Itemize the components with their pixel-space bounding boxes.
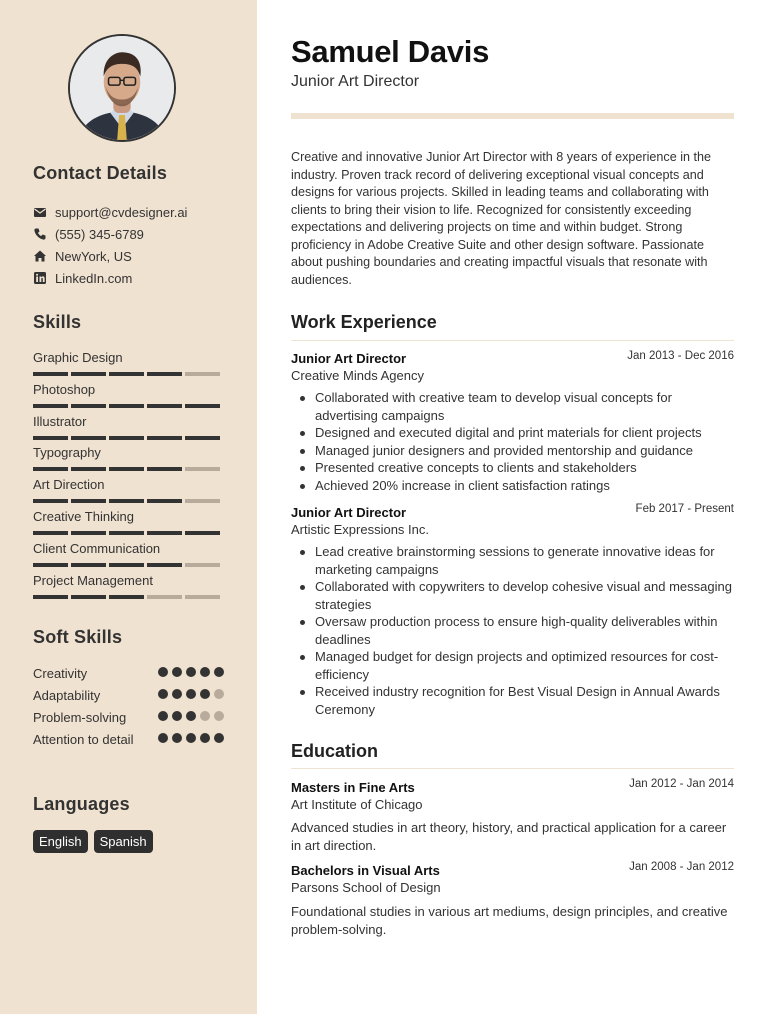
skill-level-bar: [33, 404, 223, 408]
work-entry-1-date: Jan 2013 - Dec 2016: [627, 350, 734, 362]
work-entry-2-date: Feb 2017 - Present: [635, 503, 734, 515]
phone-icon: [33, 227, 47, 241]
avatar: [68, 34, 176, 142]
work-heading: Work Experience: [291, 312, 437, 332]
skill-item: [33, 382, 223, 408]
soft-skill-rating: [158, 667, 224, 677]
skill-level-segment: [71, 595, 106, 599]
contact-linkedin[interactable]: [33, 269, 132, 287]
skill-level-segment: [185, 563, 220, 567]
person-name: Samuel Davis: [291, 34, 490, 69]
skill-level-segment: [33, 531, 68, 535]
skill-level-segment: [71, 436, 106, 440]
languages-list: [33, 830, 153, 853]
skill-label: Creative Thinking: [33, 509, 134, 524]
skill-level-segment: [147, 372, 182, 376]
work-entry-1-org: Creative Minds Agency: [291, 368, 424, 383]
rating-dot: [200, 689, 210, 699]
work-divider: [291, 340, 734, 341]
rating-dot: [200, 711, 210, 721]
rating-dot: [172, 689, 182, 699]
contact-linkedin-text: LinkedIn.com: [55, 270, 133, 286]
rating-dot: [214, 711, 224, 721]
skill-level-segment: [185, 467, 220, 471]
work-entry-1-title: Junior Art Director: [291, 351, 407, 366]
skill-level-segment: [33, 467, 68, 471]
rating-dot: [214, 689, 224, 699]
list-item: Collaborated with creative team to develop visual concepts for advertising campaigns: [315, 389, 737, 424]
rating-dot: [186, 689, 196, 699]
skill-level-segment: [33, 404, 68, 408]
skill-level-segment: [185, 404, 220, 408]
rating-dot: [158, 733, 168, 743]
soft-skill-item: [33, 731, 223, 748]
list-item: Managed junior designers and provided mentorship and guidance: [315, 442, 737, 460]
linkedin-icon: [33, 271, 47, 285]
skill-label: Project Management: [33, 573, 153, 588]
skill-level-segment: [109, 372, 144, 376]
skill-level-bar: [33, 531, 223, 535]
skill-level-bar: [33, 499, 223, 503]
education-entry-1-desc: Advanced studies in art theory, history, and practical application for a career in art direction.: [291, 820, 727, 853]
soft-skill-label: Attention to detail: [33, 732, 134, 747]
soft-skill-label: Problem-solving: [33, 710, 127, 725]
skill-level-segment: [71, 404, 106, 408]
skills-heading: Skills: [33, 312, 82, 332]
skill-item: [33, 477, 223, 503]
contact-phone-text: (555) 345-6789: [55, 226, 144, 242]
list-item: Presented creative concepts to clients and stakeholders: [315, 459, 737, 477]
list-item: Lead creative brainstorming sessions to generate innovative ideas for marketing campaigns: [315, 543, 737, 578]
envelope-icon: [33, 205, 47, 219]
skill-level-segment: [33, 436, 68, 440]
skill-item: [33, 350, 223, 376]
rating-dot: [186, 711, 196, 721]
soft-skills-heading: Soft Skills: [33, 627, 123, 647]
skill-level-segment: [109, 595, 144, 599]
skill-item: [33, 541, 223, 567]
work-entry-2-org: Artistic Expressions Inc.: [291, 522, 429, 537]
rating-dot: [172, 733, 182, 743]
education-entry-2-date: Jan 2008 - Jan 2012: [629, 861, 734, 873]
contact-location-text: NewYork, US: [55, 248, 132, 264]
skill-level-segment: [71, 372, 106, 376]
skill-label: Art Direction: [33, 477, 105, 492]
skill-label: Photoshop: [33, 382, 96, 397]
soft-skill-item: [33, 709, 223, 726]
language-chip: English: [33, 830, 88, 853]
rating-dot: [158, 667, 168, 677]
skill-level-bar: [33, 563, 223, 567]
soft-skill-rating: [158, 711, 224, 721]
main-content: [257, 0, 768, 1014]
rating-dot: [158, 711, 168, 721]
rating-dot: [200, 733, 210, 743]
education-entry-2-desc: Foundational studies in various art mediums, design principles, and creative problem-solving.: [291, 904, 728, 937]
list-item: Achieved 20% increase in client satisfaction ratings: [315, 477, 737, 495]
soft-skill-label: Creativity: [33, 666, 88, 681]
job-title: Junior Art Director: [291, 73, 420, 90]
skill-label: Illustrator: [33, 414, 87, 429]
rating-dot: [172, 711, 182, 721]
skill-level-segment: [71, 499, 106, 503]
skill-level-segment: [147, 563, 182, 567]
skill-item: [33, 414, 223, 440]
skill-item: [33, 573, 223, 599]
skill-level-segment: [147, 595, 182, 599]
education-heading: Education: [291, 741, 379, 761]
education-entry-1-org: Art Institute of Chicago: [291, 797, 423, 812]
skill-item: [33, 509, 223, 535]
education-entry-1-date: Jan 2012 - Jan 2014: [629, 778, 734, 790]
skill-level-segment: [71, 467, 106, 471]
languages-heading: Languages: [33, 794, 130, 814]
skill-level-segment: [33, 563, 68, 567]
skill-level-segment: [33, 595, 68, 599]
rating-dot: [186, 667, 196, 677]
profile-summary: Creative and innovative Junior Art Director with 8 years of experience in the industry. Proven track record of delivering exceptional visual concepts and designs for various projects. Skilled in leading teams and collaborating with clients to bring their vision to life. Recognized for consistently exceeding expectations and delivering projects on time and within budget. Strong proficiency in Adobe Creative Suite and other design software. Passionate about pushing boundaries and creating impactful visuals that resonate with audiences.: [291, 150, 712, 287]
skill-level-segment: [185, 372, 220, 376]
skill-label: Typography: [33, 445, 101, 460]
education-entry-2-org: Parsons School of Design: [291, 880, 441, 895]
contact-heading: Contact Details: [33, 163, 168, 183]
skill-level-segment: [33, 372, 68, 376]
skill-level-segment: [109, 531, 144, 535]
skill-level-segment: [185, 499, 220, 503]
list-item: Collaborated with copywriters to develop cohesive visual and messaging strategies: [315, 578, 737, 613]
work-entry-1-bullets: [315, 389, 737, 494]
skill-level-segment: [109, 404, 144, 408]
skill-level-segment: [71, 563, 106, 567]
skill-level-segment: [109, 436, 144, 440]
home-icon: [33, 249, 47, 263]
skill-level-segment: [109, 467, 144, 471]
education-entry-2-title: Bachelors in Visual Arts: [291, 863, 440, 878]
skill-label: Graphic Design: [33, 350, 123, 365]
soft-skill-item: [33, 665, 223, 682]
skill-level-bar: [33, 595, 223, 599]
rating-dot: [186, 733, 196, 743]
contact-email-text: support@cvdesigner.ai: [55, 204, 188, 220]
work-entry-2-title: Junior Art Director: [291, 505, 407, 520]
sidebar: [0, 0, 257, 1014]
contact-email[interactable]: [33, 203, 187, 221]
skill-level-segment: [109, 499, 144, 503]
rating-dot: [214, 667, 224, 677]
soft-skill-rating: [158, 689, 224, 699]
rating-dot: [200, 667, 210, 677]
soft-skill-item: [33, 687, 223, 704]
contact-phone[interactable]: [33, 225, 144, 243]
skill-level-segment: [185, 436, 220, 440]
skill-level-segment: [185, 595, 220, 599]
skill-label: Client Communication: [33, 541, 161, 556]
profile-photo: [70, 36, 174, 140]
rating-dot: [214, 733, 224, 743]
contact-location: [33, 247, 132, 265]
rating-dot: [158, 689, 168, 699]
skill-level-segment: [147, 467, 182, 471]
skill-level-segment: [147, 404, 182, 408]
list-item: Received industry recognition for Best Visual Design in Annual Awards Ceremony: [315, 683, 737, 718]
skill-level-segment: [109, 563, 144, 567]
skill-level-bar: [33, 467, 223, 471]
list-item: Oversaw production process to ensure high-quality deliverables within deadlines: [315, 613, 737, 648]
skill-level-segment: [185, 531, 220, 535]
list-item: Designed and executed digital and print materials for client projects: [315, 424, 737, 442]
skill-level-bar: [33, 436, 223, 440]
header-divider: [291, 113, 734, 119]
soft-skill-rating: [158, 733, 224, 743]
skill-level-segment: [147, 499, 182, 503]
skill-level-bar: [33, 372, 223, 376]
list-item: Managed budget for design projects and optimized resources for cost-efficiency: [315, 648, 737, 683]
skill-level-segment: [71, 531, 106, 535]
language-chip: Spanish: [94, 830, 153, 853]
education-entry-1-title: Masters in Fine Arts: [291, 780, 415, 795]
education-divider: [291, 768, 734, 769]
work-entry-2-bullets: [315, 543, 737, 718]
soft-skill-label: Adaptability: [33, 688, 101, 703]
skill-level-segment: [33, 499, 68, 503]
skill-item: [33, 445, 223, 471]
skill-level-segment: [147, 531, 182, 535]
rating-dot: [172, 667, 182, 677]
skill-level-segment: [147, 436, 182, 440]
